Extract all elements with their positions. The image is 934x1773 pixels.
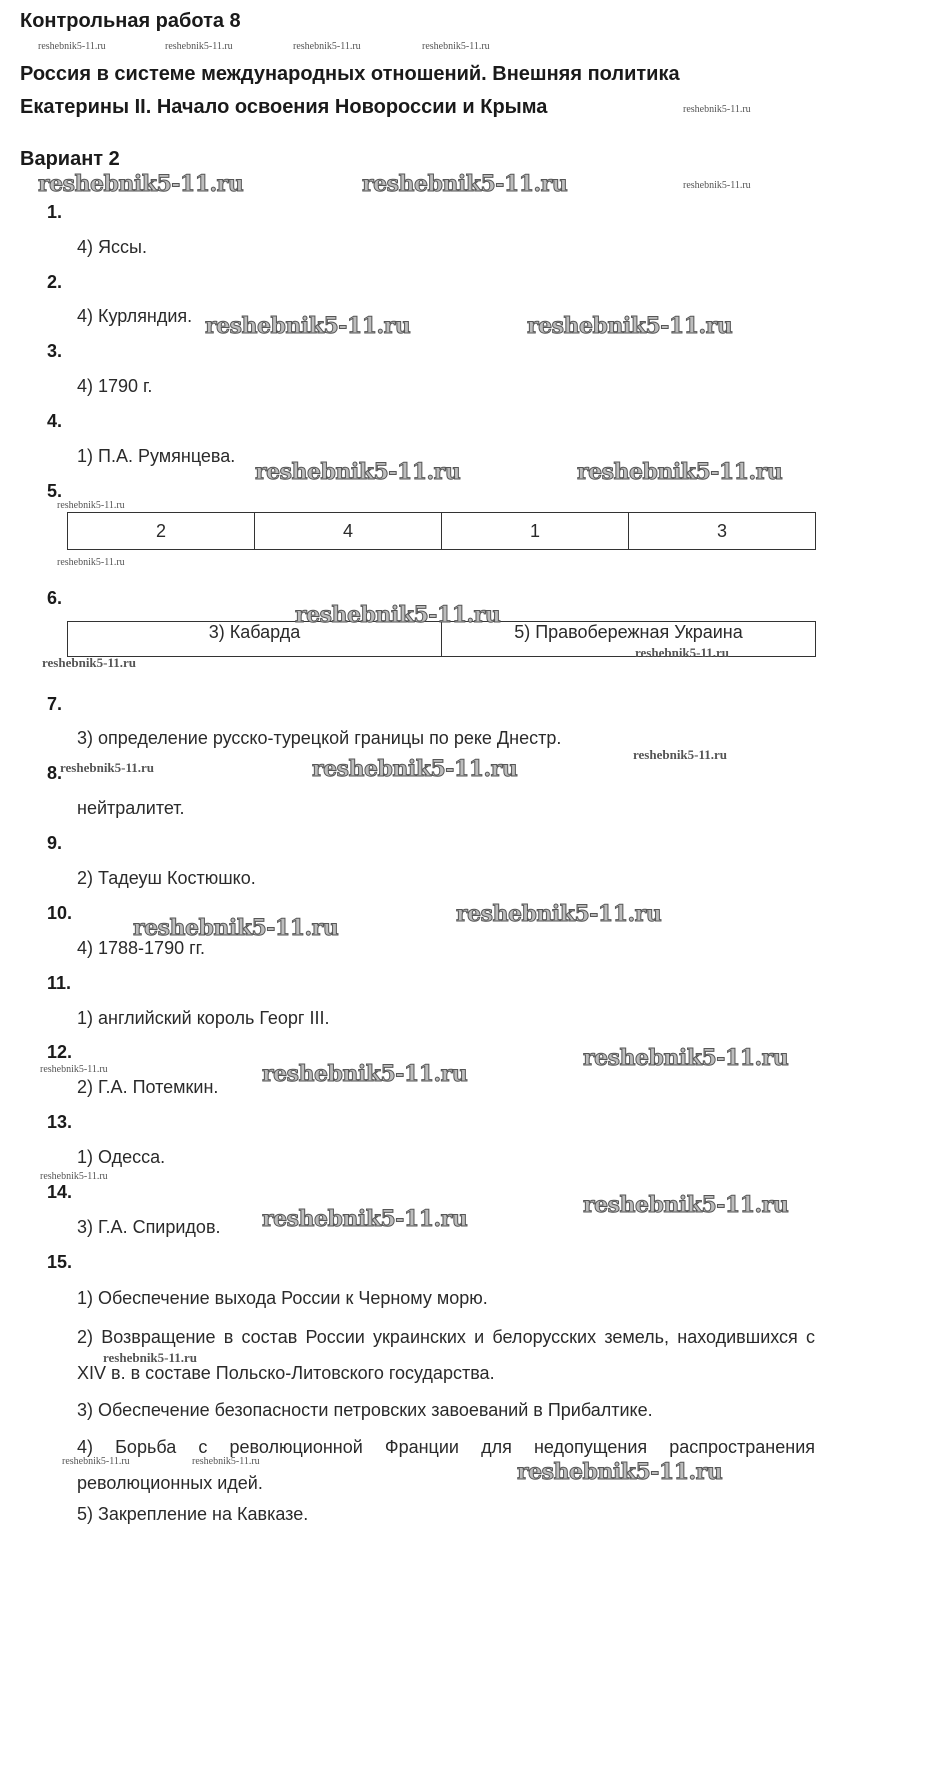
watermark-large: reshebnik5-11.ru — [295, 602, 501, 628]
table-cell: 2 — [68, 513, 255, 550]
watermark-small: reshebnik5-11.ru — [192, 1456, 260, 1467]
watermark-small: reshebnik5-11.ru — [57, 557, 125, 568]
watermark-large: reshebnik5-11.ru — [312, 756, 518, 782]
watermark-large: reshebnik5-11.ru — [255, 459, 461, 485]
answer: 4) 1790 г. — [77, 376, 153, 396]
watermark-large: reshebnik5-11.ru — [527, 313, 733, 339]
table-cell: 5) Правобережная Украина — [442, 622, 816, 657]
answer: 1) П.А. Румянцева. — [77, 446, 236, 466]
watermark-small: reshebnik5-11.ru — [40, 1171, 108, 1182]
topic-heading-line2: Екатерины II. Начало освоения Новороссии и Крыма — [20, 96, 548, 118]
answer: 4) Борьба с революционной Франции для недопущения распространения революционных идей. — [77, 1437, 815, 1493]
watermark-small: reshebnik5-11.ru — [38, 41, 106, 52]
answer: 1) Одесса. — [77, 1147, 166, 1167]
question-number: 7. — [47, 694, 63, 714]
question-number: 8. — [47, 763, 63, 783]
watermark-large: reshebnik5-11.ru — [583, 1192, 789, 1218]
answer: 2) Тадеуш Костюшко. — [77, 868, 256, 888]
answer: 3) определение русско-турецкой границы по реке Днестр. — [77, 728, 562, 748]
question-number: 15. — [47, 1252, 73, 1272]
answer-table-5 — [67, 512, 816, 550]
topic-heading-line1: Россия в системе международных отношений. Внешняя политика — [20, 63, 680, 85]
table-cell: 1 — [442, 513, 629, 550]
watermark-large: reshebnik5-11.ru — [133, 915, 339, 941]
watermark-large: reshebnik5-11.ru — [38, 171, 244, 197]
watermark-small: reshebnik5-11.ru — [635, 645, 730, 660]
variant-heading: Вариант 2 — [20, 148, 120, 170]
question-number: 13. — [47, 1112, 73, 1132]
watermark-small: reshebnik5-11.ru — [293, 41, 361, 52]
watermark-large: reshebnik5-11.ru — [205, 313, 411, 339]
watermark-small: reshebnik5-11.ru — [683, 180, 751, 191]
question-number: 6. — [47, 588, 63, 608]
answer: 3) Обеспечение безопасности петровских завоеваний в Прибалтике. — [77, 1400, 653, 1420]
answer: 1) английский король Георг III. — [77, 1008, 330, 1028]
watermark-small: reshebnik5-11.ru — [42, 655, 137, 670]
watermark-large: reshebnik5-11.ru — [262, 1061, 468, 1087]
question-number: 12. — [47, 1042, 73, 1062]
watermark-large: reshebnik5-11.ru — [362, 171, 568, 197]
answer: 4) Курляндия. — [77, 306, 193, 326]
watermark-small: reshebnik5-11.ru — [165, 41, 233, 52]
watermark-small: reshebnik5-11.ru — [57, 500, 125, 511]
answer: 1) Обеспечение выхода России к Черному морю. — [77, 1288, 488, 1308]
watermark-large: reshebnik5-11.ru — [583, 1045, 789, 1071]
question-number: 2. — [47, 272, 63, 292]
watermark-small: reshebnik5-11.ru — [60, 760, 155, 775]
watermark-small: reshebnik5-11.ru — [40, 1064, 108, 1075]
watermark-large: reshebnik5-11.ru — [577, 459, 783, 485]
question-number: 10. — [47, 903, 73, 923]
table-cell: 3) Кабарда — [68, 622, 442, 657]
question-number: 3. — [47, 341, 63, 361]
answer: 5) Закрепление на Кавказе. — [77, 1504, 309, 1524]
question-number: 5. — [47, 481, 63, 501]
question-number: 9. — [47, 833, 63, 853]
watermark-large: reshebnik5-11.ru — [456, 901, 662, 927]
watermark-small: reshebnik5-11.ru — [422, 41, 490, 52]
answer: нейтралитет. — [77, 798, 185, 818]
watermark-small: reshebnik5-11.ru — [633, 747, 728, 762]
watermark-small: reshebnik5-11.ru — [103, 1350, 198, 1365]
watermark-large: reshebnik5-11.ru — [262, 1206, 468, 1232]
question-number: 11. — [47, 973, 72, 993]
answer: 2) Возвращение в состав России украинских и белорусских земель, находившихся с XIV в. в составе Польско-Литовского государства. — [77, 1327, 815, 1383]
table-cell: 4 — [255, 513, 442, 550]
table-cell: 3 — [629, 513, 816, 550]
answer: 4) Яссы. — [77, 237, 147, 257]
answer: 3) Г.А. Спиридов. — [77, 1217, 221, 1237]
watermark-large: reshebnik5-11.ru — [517, 1459, 723, 1485]
answer: 2) Г.А. Потемкин. — [77, 1077, 219, 1097]
question-number: 4. — [47, 411, 63, 431]
watermark-small: reshebnik5-11.ru — [683, 104, 751, 115]
question-number: 1. — [47, 202, 63, 222]
answer: 4) 1788-1790 гг. — [77, 938, 206, 958]
question-number: 14. — [47, 1182, 73, 1202]
watermark-small: reshebnik5-11.ru — [62, 1456, 130, 1467]
document-title: Контрольная работа 8 — [20, 10, 241, 32]
